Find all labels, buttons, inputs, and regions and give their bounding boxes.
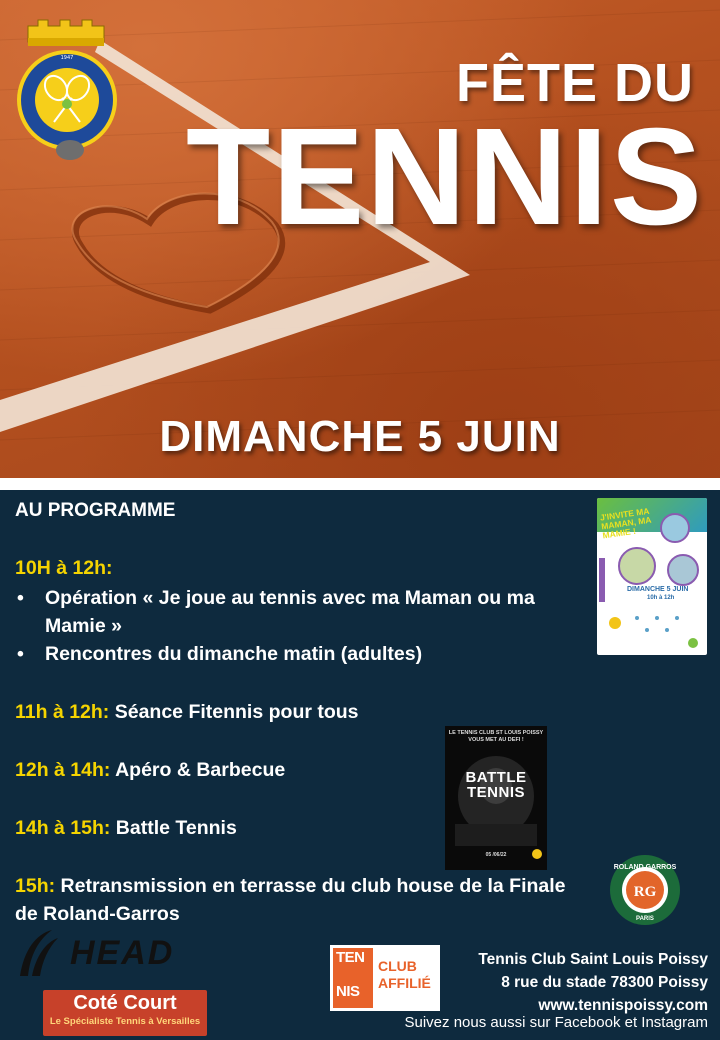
slot-text: Battle Tennis — [110, 817, 237, 839]
cote-court-name — [43, 992, 207, 1015]
slot-text: Séance Fitennis pour tous — [109, 701, 359, 723]
club-contact — [478, 948, 708, 1017]
title-tennis: TENNIS — [185, 100, 704, 254]
separator-band — [0, 478, 720, 490]
list-item: • Rencontres du dimanche matin (adultes) — [15, 640, 585, 668]
flyer-maman-mamie — [597, 498, 707, 655]
list-item: • Opération « Je joue au tennis avec ma Maman ou ma Mamie » — [15, 584, 585, 640]
flyer-bottom-text: 05 /06/22 — [485, 852, 507, 858]
slot-15h — [15, 872, 590, 928]
flyer-top-text: LE TENNIS CLUB ST LOUIS POISSY VOUS MET AU DEFI ! — [448, 730, 544, 743]
slot-time: 12h à 14h: — [15, 759, 111, 781]
slot-time: 11h à 12h: — [15, 701, 110, 723]
court-word: Court — [123, 992, 177, 1014]
cote-court-logo — [43, 990, 207, 1036]
slot-11h — [15, 698, 359, 726]
cote-word: Coté — [73, 992, 118, 1014]
flyer-date: DIMANCHE 5 JUIN — [627, 586, 689, 593]
slot-text: Apéro & Barbecue — [110, 759, 286, 781]
fft-club-line: CLUB — [378, 958, 417, 974]
fft-club-line: AFFILIÉ — [378, 975, 431, 991]
flyer-photos — [597, 498, 707, 655]
flyer-title — [445, 770, 547, 800]
head-wordmark: HEAD — [70, 934, 175, 972]
fft-nis: NIS — [336, 983, 360, 1000]
slot-10h-bullets — [15, 584, 585, 668]
cote-court-tagline: Le Spécialiste Tennis à Versailles — [49, 1016, 201, 1027]
slot-time: 14h à 15h: — [15, 817, 111, 839]
club-website[interactable]: www.tennispoissy.com — [538, 997, 708, 1014]
slot-text: Retransmission en terrasse du club house de la Finale de Roland-Garros — [15, 875, 566, 925]
roland-garros-logo — [609, 854, 681, 926]
head-logo — [18, 928, 248, 978]
flyer-headline: J'INVITE MA MAMAN, MA MAMIE ! — [599, 505, 652, 541]
social-follow-text: Suivez nous aussi sur Facebook et Instagram — [404, 1014, 708, 1031]
rg-ring-text: ROLAND GARROS — [613, 864, 677, 871]
club-name: Tennis Club Saint Louis Poissy — [478, 951, 708, 968]
slot-time: 10H à 12h: — [15, 557, 113, 579]
programme-heading: AU PROGRAMME — [15, 500, 176, 521]
flyer-battle-tennis — [445, 726, 547, 870]
event-date: DIMANCHE 5 JUIN — [159, 412, 561, 461]
slot-12h — [15, 756, 285, 784]
club-crest-logo — [14, 18, 124, 163]
rg-monogram: RG — [633, 884, 657, 900]
flyer-title-line: TENNIS — [466, 784, 525, 801]
club-address: 8 rue du stade 78300 Poissy — [501, 974, 708, 991]
title-fete-du: FÊTE DU — [455, 53, 694, 113]
rg-city: PARIS — [636, 916, 654, 922]
slot-10h — [15, 554, 113, 582]
slot-14h — [15, 814, 237, 842]
slot-time: 15h: — [15, 875, 56, 897]
flyer-title-line: BATTLE — [465, 769, 527, 786]
hero-banner — [0, 0, 720, 478]
flyer-hours: 10h à 12h — [647, 595, 675, 601]
fft-ten: TEN — [336, 949, 365, 966]
fft-club-affilie — [378, 958, 431, 992]
fft-club-affilie-logo — [330, 945, 440, 1011]
crest-year: 1947 — [60, 55, 74, 61]
